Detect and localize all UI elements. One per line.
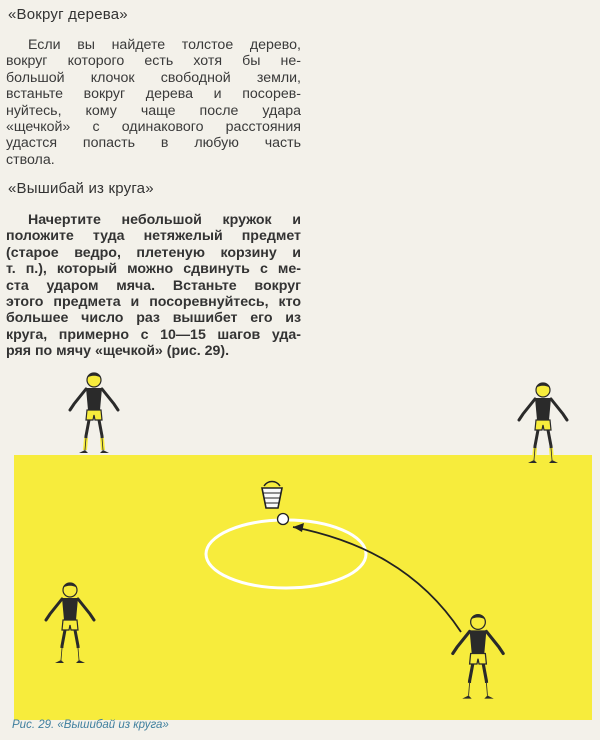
- text-line: удастся попасть в любую часть: [6, 135, 301, 152]
- text-line: положите туда нетяжелый предмет: [6, 228, 301, 245]
- figure-caption: Рис. 29. «Вышибай из круга»: [12, 719, 169, 731]
- section-2-title: «Вышибай из круга»: [8, 180, 154, 197]
- section-2-paragraph: [6, 212, 301, 360]
- illustration-figure-29: [0, 360, 600, 720]
- player-figure-top-left: [70, 373, 118, 453]
- text-line: Если вы найдете толстое дерево,: [28, 37, 301, 53]
- text-line: Начертите небольшой кружок и: [28, 212, 301, 228]
- text-line: (старое ведро, плетеную корзину и: [6, 244, 301, 261]
- text-line: большой клочок свободной земли,: [6, 69, 301, 86]
- section-1-title: «Вокруг дерева»: [8, 6, 128, 23]
- ball-icon: [278, 514, 289, 525]
- text-line: «щечкой» с одинакового расстояния: [6, 119, 301, 136]
- text-line: ряя по мячу «щечкой» (рис. 29).: [6, 343, 230, 360]
- text-line: т. п.), который можно сдвинуть с ме-: [6, 261, 301, 278]
- text-line: большее число раз вышибет его из: [6, 310, 301, 327]
- text-line: ста ударом мяча. Встаньте вокруг: [6, 277, 301, 294]
- section-1-paragraph: [6, 37, 301, 168]
- text-line: этого предмета и посоревнуйтесь, кто: [6, 294, 301, 311]
- text-line: встаньте вокруг дерева и посорев-: [6, 86, 301, 103]
- text-line: вокруг которого есть хотя бы не-: [6, 53, 301, 70]
- player-figure-top-right: [519, 383, 567, 463]
- text-line: нуйтесь, кому чаще после удара: [6, 102, 301, 119]
- text-line: ствола.: [6, 151, 55, 168]
- text-line: круга, примерно с 10—15 шагов уда-: [6, 326, 301, 343]
